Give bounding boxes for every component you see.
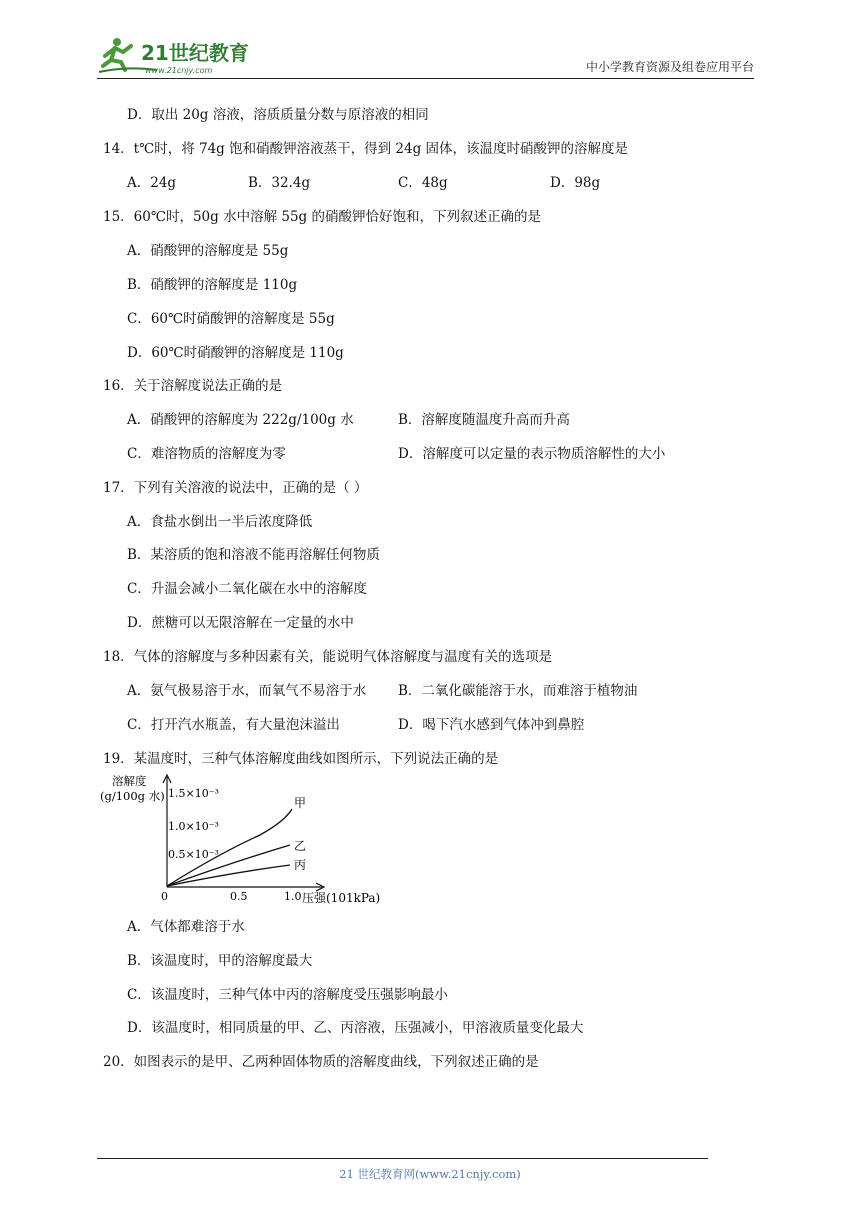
q14-option-d: D．98g [550, 175, 601, 191]
y-tick-3: 0.5×10⁻³ [168, 848, 219, 861]
y-tick-2: 1.0×10⁻³ [168, 820, 219, 833]
q18-option-a: A．氨气极易溶于水，而氧气不易溶于水 [127, 683, 367, 699]
q18-option-c: C．打开汽水瓶盖，有大量泡沫溢出 [127, 717, 340, 733]
page-header [97, 30, 754, 79]
q14-option-a: A．24g [127, 175, 177, 191]
x-tick-1: 0.5 [230, 890, 248, 903]
q19-option-b: B．该温度时，甲的溶解度最大 [127, 953, 313, 969]
q15-option-b: B．硝酸钾的溶解度是 110g [127, 277, 298, 293]
label-jia: 甲 [294, 796, 307, 810]
footer-divider [97, 1158, 708, 1159]
y-tick-1: 1.5×10⁻³ [168, 787, 219, 800]
q15-option-a: A．硝酸钾的溶解度是 55g [127, 243, 289, 259]
q16-option-d: D．溶解度可以定量的表示物质溶解性的大小 [398, 446, 666, 462]
q17-option-b: B．某溶质的饱和溶液不能再溶解任何物质 [127, 547, 380, 563]
q16-stem: 16．关于溶解度说法正确的是 [103, 378, 283, 394]
figure-ylabel-2: (g/100g 水) [100, 789, 165, 803]
q19-stem: 19．某温度时，三种气体溶解度曲线如图所示，下列说法正确的是 [103, 751, 499, 767]
label-bing: 丙 [294, 858, 307, 872]
q15-option-d: D．60℃时硝酸钾的溶解度是 110g [127, 345, 344, 361]
q20-stem: 20．如图表示的是甲、乙两种固体物质的溶解度曲线，下列叙述正确的是 [103, 1054, 539, 1070]
q14-option-b: B．32.4g [248, 175, 311, 191]
logo-text: 21世纪教育 [141, 41, 249, 65]
x-tick-0: 0 [161, 890, 168, 903]
q19-option-a: A．气体都难溶于水 [127, 919, 245, 935]
q18-option-d: D．喝下汽水感到气体冲到鼻腔 [398, 717, 585, 733]
q19-option-c: C．该温度时，三种气体中丙的溶解度受压强影响最小 [127, 987, 448, 1003]
logo-url: www.21cnjy.com [145, 66, 213, 75]
q18-stem: 18．气体的溶解度与多种因素有关，能说明气体溶解度与温度有关的选项是 [103, 649, 553, 665]
solubility-pressure-figure [100, 773, 400, 905]
logo [97, 36, 267, 76]
q17-option-a: A．食盐水倒出一半后浓度降低 [127, 514, 313, 530]
q14-stem: 14．t℃时，将 74g 饱和硝酸钾溶液蒸干，得到 24g 固体，该温度时硝酸钾的溶解度是 [103, 141, 629, 157]
q15-stem: 15．60℃时，50g 水中溶解 55g 的硝酸钾恰好饱和，下列叙述正确的是 [103, 209, 541, 225]
figure-xlabel: 压强(101kPa) [302, 891, 381, 905]
q17-option-c: C．升温会减小二氧化碳在水中的溶解度 [127, 581, 367, 597]
q16-option-c: C．难溶物质的溶解度为零 [127, 446, 286, 462]
q13-option-d: D．取出 20g 溶液，溶质质量分数与原溶液的相同 [127, 107, 429, 123]
q16-option-b: B．溶解度随温度升高而升高 [398, 412, 570, 428]
footer-text: 21 世纪教育网(www.21cnjy.com) [339, 1167, 521, 1181]
q17-stem: 17．下列有关溶液的说法中，正确的是（ ） [103, 480, 368, 496]
q17-option-d: D．蔗糖可以无限溶解在一定量的水中 [127, 615, 354, 631]
q18-option-b: B．二氧化碳能溶于水，而难溶于植物油 [398, 683, 638, 699]
label-yi: 乙 [294, 839, 307, 853]
q14-option-c: C．48g [398, 175, 448, 191]
x-tick-2: 1.0 [284, 890, 302, 903]
curve-bing [167, 865, 290, 886]
header-platform-text: 中小学教育资源及组卷应用平台 [585, 60, 754, 74]
q16-option-a: A．硝酸钾的溶解度为 222g/100g 水 [127, 412, 354, 428]
q15-option-c: C．60℃时硝酸钾的溶解度是 55g [127, 311, 335, 327]
q19-option-d: D．该温度时，相同质量的甲、乙、丙溶液，压强减小，甲溶液质量变化最大 [127, 1020, 584, 1036]
figure-ylabel-1: 溶解度 [112, 774, 147, 788]
